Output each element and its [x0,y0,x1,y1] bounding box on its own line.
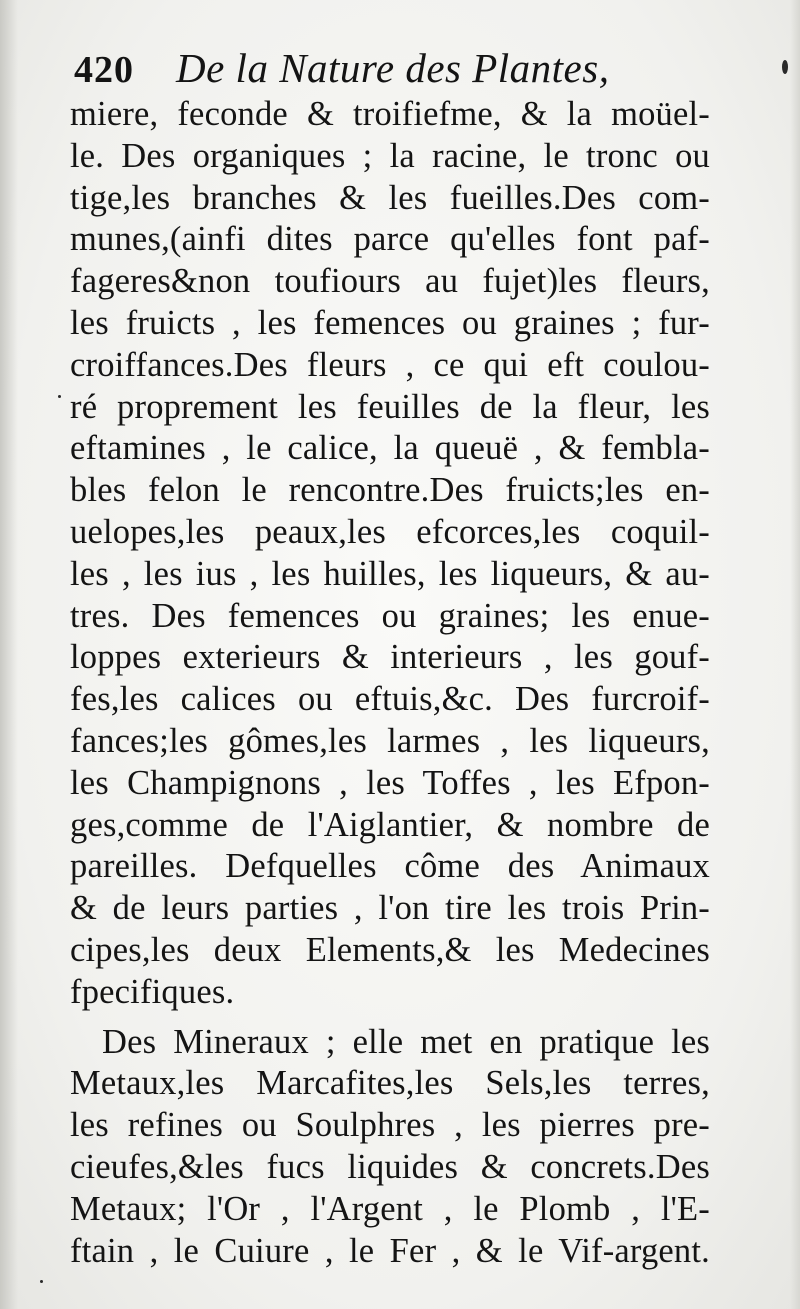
ink-speck [782,60,788,74]
page-header [74,44,774,94]
ink-speck [58,395,61,398]
text-line: loppes exterieurs & interieurs , les gouf- [70,638,710,677]
ink-speck [40,1280,43,1283]
text-line: tige,les branches & les fueilles.Des com- [70,178,710,217]
paragraph-1 [70,94,710,1014]
page-edge [790,0,800,1309]
text-line: les refines ou Soulphres , les pierres pre- [70,1106,710,1145]
text-line: tres. Des femences ou graines; les enue- [70,596,710,635]
text-line: fes,les calices ou eftuis,&c. Des furcroif- [70,680,710,719]
text-line: ftain , le Cuiure , le Fer , & le Vif-argent. [70,1231,710,1270]
text-line: & de leurs parties , l'on tire les trois Prin- [70,889,710,928]
text-line: munes,(ainfi dites parce qu'elles font paf- [70,220,710,259]
text-line: fances;les gômes,les larmes , les liqueurs, [70,721,710,760]
text-line: Des Mineraux ; elle met en pratique les [102,1022,710,1061]
body-text [70,94,710,1272]
text-line: Metaux,les Marcafites,les Sels,les terres, [70,1064,710,1103]
text-line: cipes,les deux Elements,& les Medecines [70,930,710,969]
text-line: eftamines , le calice, la queuë , & fembla- [70,429,710,468]
text-line: fpecifiques. [70,972,235,1011]
text-line: uelopes,les peaux,les efcorces,les coquil- [70,512,710,551]
text-line: ré proprement les feuilles de la fleur, les [70,387,710,426]
paragraph-2 [70,1022,710,1273]
text-line: les Champignons , les Toffes , les Efpon- [70,763,710,802]
page-number: 420 [74,49,134,91]
text-line: miere, feconde & troifiefme, & la moüel- [70,95,710,133]
text-line: Metaux; l'Or , l'Argent , le Plomb , l'E- [70,1189,710,1228]
text-line: fageres&non toufiours au fujet)les fleurs, [70,262,710,301]
text-line: cieufes,&les fucs liquides & concrets.Des [70,1147,710,1186]
text-line: le. Des organiques ; la racine, le tronc ou [70,136,710,175]
running-title: De la Nature des Plantes, [176,45,610,91]
text-line: les fruicts , les femences ou graines ; fur- [70,303,710,342]
text-line: les , les ius , les huilles, les liqueurs, & au- [70,554,710,593]
text-line: ges,comme de l'Aiglantier, & nombre de [70,805,710,844]
text-line: bles felon le rencontre.Des fruicts;les en- [70,471,710,510]
gutter-shadow [0,0,18,1309]
text-line: pareilles. Defquelles côme des Animaux [70,847,710,886]
text-line: croiffances.Des fleurs , ce qui eft coulou- [70,345,710,384]
